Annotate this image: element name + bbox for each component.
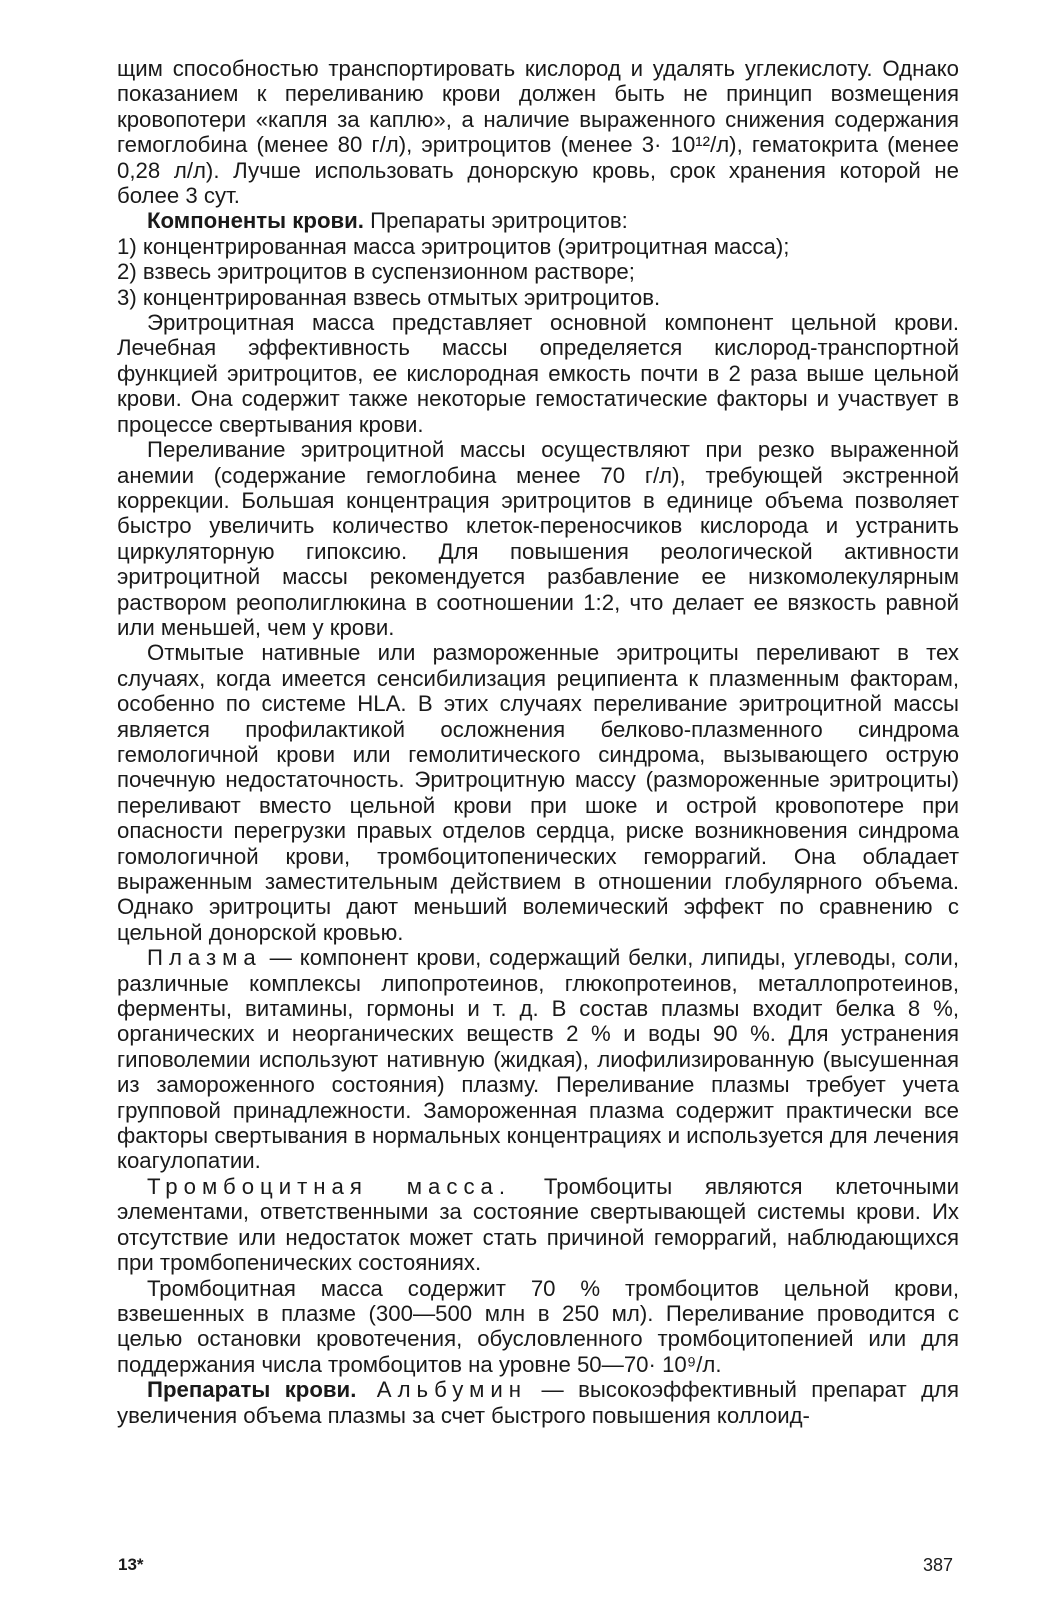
section-heading: Препараты крови. — [147, 1377, 357, 1403]
page-number: 387 — [922, 1555, 953, 1575]
paragraph: Переливание эритроцитной массы осуществляют при резко выраженной анемии (содержание гемоглобина менее 70 г/л), требующей экстренной коррекции. Большая концентрация эритроцитов в единице объема позволяет быстро увеличить количество клеток-переносчиков кислорода и устранить циркуляторную гипоксию. Для повышения реологической активности эритроцитной массы рекомендуется разбавление ее низкомолекулярным раствором реополиглюкина в соотношении 1:2, что делает ее вязкость равной или меньшей, чем у крови. — [117, 437, 959, 640]
paragraph-text: Тромбоциты являются клеточными элементами, ответственными за состояние свертывающей системы крови. Их отсутствие или недостаток может стать причиной геморрагий, наблюдающихся при тромбопенических состояниях. — [117, 1173, 959, 1276]
paragraph: щим способностью транспортировать кислород и удалять углекислоту. Однако показанием к переливанию крови должен быть не принцип возмещения кровопотери «капля за каплю», а наличие выраженного снижения содержания гемоглобина (менее 80 г/л), эритроцитов (менее 3· 10¹²/л), гематокрита (менее 0,28 л/л). Лучше использовать донорскую кровь, срок хранения которой не более 3 сут. — [117, 56, 959, 209]
paragraph — [117, 208, 959, 233]
section-heading: Компоненты крови. — [147, 208, 364, 234]
paragraph-text: — компонент крови, содержащий белки, липиды, углеводы, соли, различные комплексы липопротеинов, глюкопротеинов, металлопротеинов, ферменты, витамины, гормоны и т. д. В состав плазмы входит белка 8 %, органических и неорганических веществ 2 % и воды 90 %. Для устранения гиповолемии используют нативную (жидкая), лиофилизированную (высушенная из замороженного состояния) плазму. Переливание плазмы требует учета групповой принадлежности. Замороженная плазма содержит практически все факторы свертывания в нормальных концентрациях и используется для лечения коагулопатии. — [117, 945, 959, 1174]
list-item: 2) взвесь эритроцитов в суспензионном растворе; — [117, 259, 635, 285]
paragraph: Эритроцитная масса представляет основной компонент цельной крови. Лечебная эффективность массы определяется кислород-транспортной функцией эритроцитов, ее кислородная емкость почти в 2 раза выше цельной крови. Она содержит также некоторые гемостатические факторы и участвует в процессе свертывания крови. — [117, 310, 959, 437]
paragraph-text: — высокоэффективный препарат для увеличения объема плазмы за счет быстрого повышения коллоид- — [117, 1377, 959, 1428]
body-text — [117, 56, 959, 1428]
list-item: 3) концентрированная взвесь отмытых эритроцитов. — [117, 284, 661, 310]
spaced-term: Плазма — [147, 945, 262, 971]
paragraph — [117, 945, 959, 1174]
signature-mark: 13* — [118, 1555, 144, 1574]
paragraph — [117, 1174, 959, 1276]
spaced-term: Тромбоцитная масса. — [147, 1173, 512, 1199]
list-item: 1) концентрированная масса эритроцитов (эритроцитная масса); — [117, 233, 790, 259]
paragraph-text: Препараты эритроцитов: — [363, 208, 628, 234]
paragraph: Отмытые нативные или размороженные эритроциты переливают в тех случаях, когда имеется сенсибилизация реципиента к плазменным факторам, особенно по системе HLA. В этих случаях переливание эритроцитной массы является профилактикой осложнения белково-плазменного синдрома гемологичной крови или гемолитического синдрома, вызывающего острую почечную недостаточность. Эритроцитную массу (размороженные эритроциты) переливают вместо цельной крови при шоке и острой кровопотере при опасности перегрузки правых отделов сердца, риске возникновения синдрома гомологичной крови, тромбоцитопенических геморрагий. Она обладает выраженным заместительным действием в отношении глобулярного объема. Однако эритроциты дают меньший волемический эффект по сравнению с цельной донорской кровью. — [117, 640, 959, 945]
spaced-term: Альбумин — [356, 1377, 528, 1403]
paragraph: Тромбоцитная масса содержит 70 % тромбоцитов цельной крови, взвешенных в плазме (300—500 млн в 250 мл). Переливание проводится с целью остановки кровотечения, обусловленного тромбоцитопенией или для поддержания числа тромбоцитов на уровне 50—70· 10⁹/л. — [117, 1275, 959, 1377]
paragraph — [117, 1377, 959, 1428]
